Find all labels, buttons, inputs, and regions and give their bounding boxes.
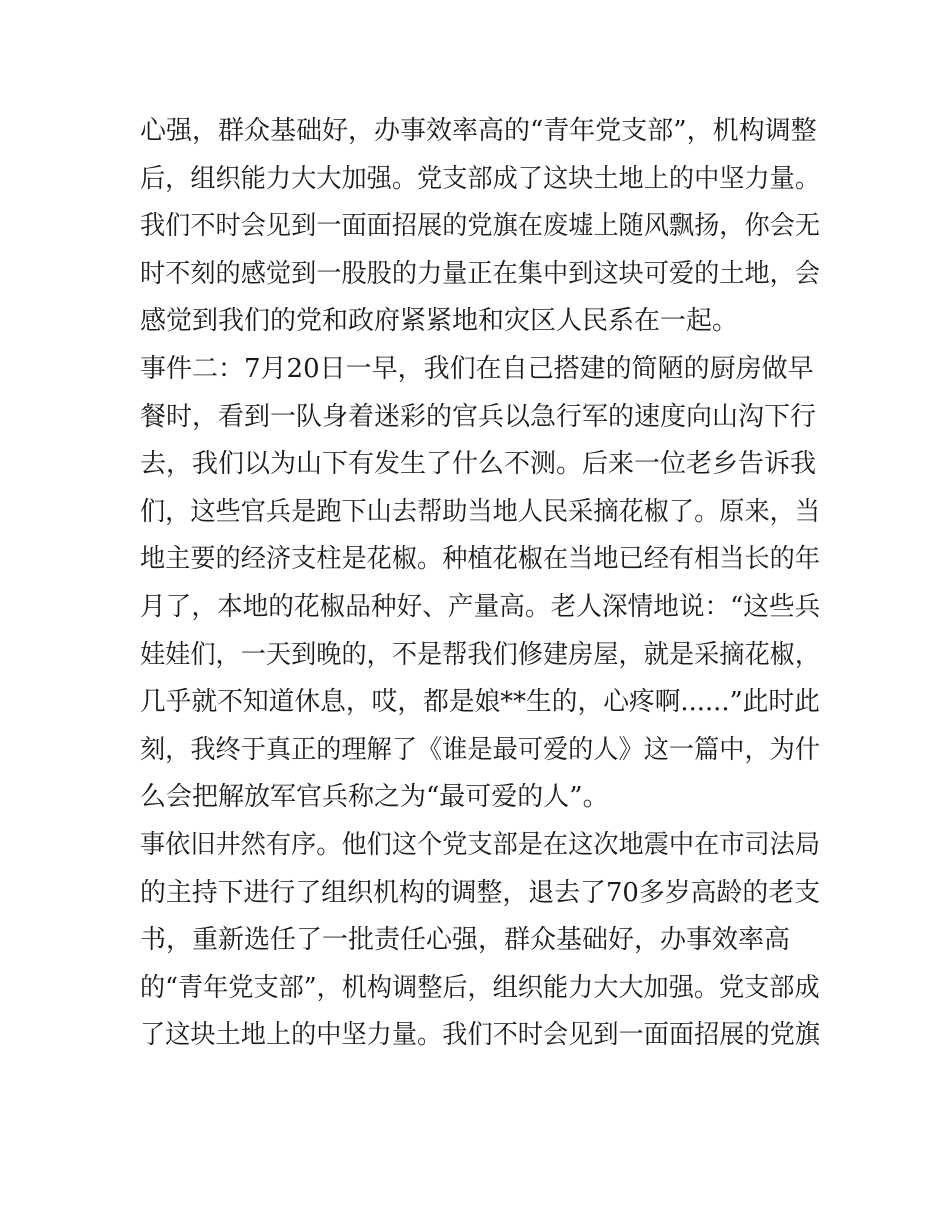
text-line: 时不刻的感觉到一股股的力量正在集中到这块可爱的土地，会	[140, 258, 821, 289]
text-line: 娃娃们，一天到晚的，不是帮我们修建房屋，就是采摘花椒，	[140, 639, 821, 670]
text-line: 后，组织能力大大加强。党支部成了这块土地上的中坚力量。	[140, 163, 821, 194]
text-line: 的“青年党支部”，机构调整后，组织能力大大加强。党支部成	[140, 972, 820, 1003]
text-line: 的主持下进行了组织机构的调整，退去了70多岁高龄的老支	[140, 877, 821, 908]
text-line: 刻，我终于真正的理解了《谁是最可爱的人》这一篇中，为什	[140, 734, 821, 765]
text-line: 心强，群众基础好，办事效率高的“青年党支部”，机构调整	[140, 116, 817, 146]
text-line: 餐时，看到一队身着迷彩的官兵以急行军的速度向山沟下行	[140, 401, 817, 432]
text-line: 月了，本地的花椒品种好、产量高。老人深情地说：“这些兵	[140, 591, 821, 622]
text-line: 几乎就不知道休息，哎，都是娘**生的，心疼啊......”此时此	[140, 687, 820, 718]
text-line: 事件二：7月20日一早，我们在自己搭建的简陋的厨房做早	[140, 353, 814, 384]
text-line: 去，我们以为山下有发生了什么不测。后来一位老乡告诉我	[140, 449, 817, 480]
text-line: 么会把解放军官兵称之为“最可爱的人”。	[140, 782, 609, 813]
text-line: 感觉到我们的党和政府紧紧地和灾区人民系在一起。	[140, 306, 739, 337]
text-line: 书，重新选任了一批责任心强，群众基础好，办事效率高	[140, 925, 791, 956]
text-line: 我们不时会见到一面面招展的党旗在废墟上随风飘扬，你会无	[140, 211, 821, 242]
text-line: 地主要的经济支柱是花椒。种植花椒在当地已经有相当长的年	[140, 544, 821, 575]
body-text	[140, 108, 820, 1060]
text-line: 了这块土地上的中坚力量。我们不时会见到一面面招展的党旗	[140, 1020, 821, 1051]
text-line: 们，这些官兵是跑下山去帮助当地人民采摘花椒了。原来，当	[140, 496, 821, 527]
text-line: 事依旧井然有序。他们这个党支部是在这次地震中在市司法局	[140, 829, 821, 860]
